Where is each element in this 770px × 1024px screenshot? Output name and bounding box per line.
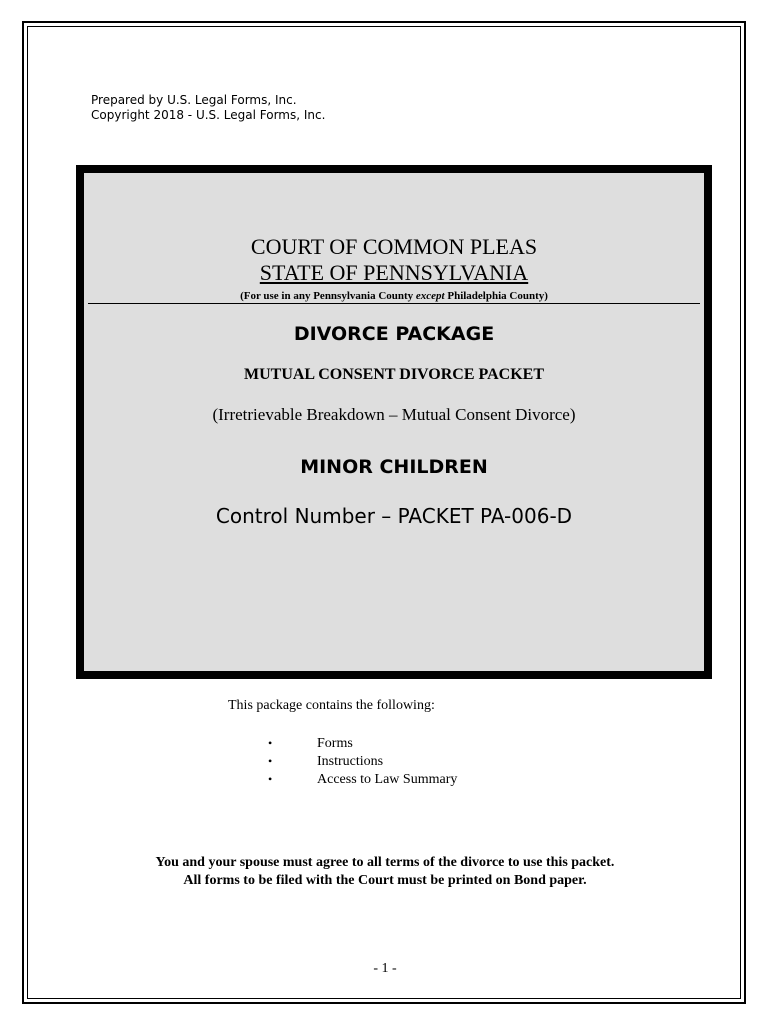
county-note-emphasis: except [415,290,445,302]
packet-description: (Irretrievable Breakdown – Mutual Consent Divorce) [212,405,576,424]
county-note-prefix: (For use in any Pennsylvania County [240,290,416,302]
list-item-label: Instructions [317,754,384,769]
cover-box [76,165,712,679]
divider [88,303,700,304]
court-heading [84,234,704,286]
state-name: STATE OF PENNSYLVANIA [259,260,529,285]
list-item [268,752,457,770]
page-number: - 1 - [373,961,397,976]
contents-intro: This package contains the following: [228,698,435,713]
preparer-notice [91,93,325,123]
agreement-warning [0,854,770,890]
preparer-line: Prepared by U.S. Legal Forms, Inc. [91,93,297,107]
court-name: COURT OF COMMON PLEAS [250,234,538,259]
minor-children-heading: MINOR CHILDREN [300,456,488,478]
bullet-icon: • [268,736,273,750]
warning-line: All forms to be filed with the Court must be printed on Bond paper. [183,873,587,888]
warning-line: You and your spouse must agree to all terms of the divorce to use this packet. [155,855,615,870]
bullet-icon: • [268,754,273,768]
control-number: Control Number – PACKET PA-006-D [215,504,573,528]
list-item-label: Forms [317,736,353,751]
list-item [268,734,457,752]
packet-subtitle: MUTUAL CONSENT DIVORCE PACKET [243,366,544,383]
county-note [84,290,704,302]
contents-list [268,734,457,788]
list-item-label: Access to Law Summary [317,772,458,787]
copyright-line: Copyright 2018 - U.S. Legal Forms, Inc. [91,108,326,122]
list-item [268,770,457,788]
bullet-icon: • [268,772,273,786]
county-note-suffix: Philadelphia County) [444,290,548,302]
package-title: DIVORCE PACKAGE [293,323,495,345]
